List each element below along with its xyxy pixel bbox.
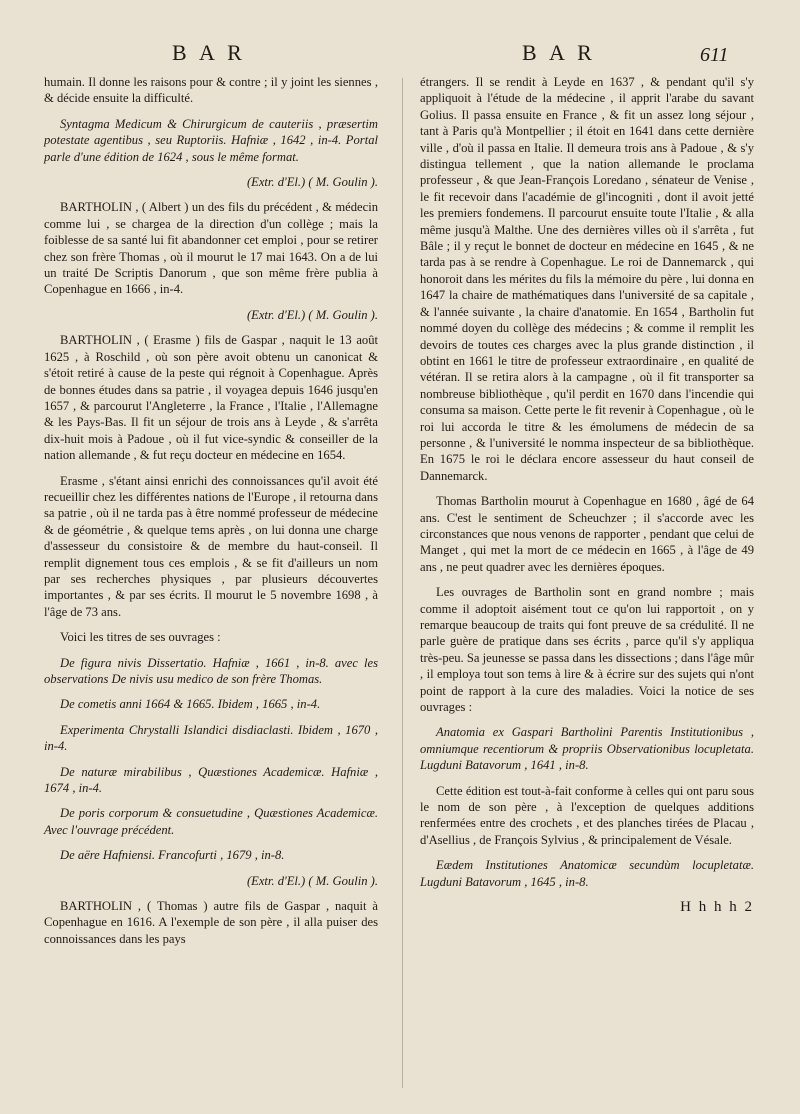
entry-erasme: BARTHOLIN , ( Erasme ) fils de Gaspar , naquit le 13 août 1625 , à Roschild , où son père avoit obtenu un canonicat & s'étoit retiré à cause de la peste qui régnoit à Copenhague. Après de bonnes études dans sa patrie , il voyagea depuis 1646 jusqu'en 1657 , & parcourut l'Angleterre , la France , l'Italie , l'Allemagne & les Pays-Bas. Il fit un séjour de trois ans à Leyde , & s'arrêta dix-huit mois à Padoue , où il fut vice-syndic & conseiller de la nation allemande , & fut reçu docteur en médecine en 1654. (44, 333, 378, 463)
paragraph: Thomas Bartholin mourut à Copenhague en 1680 , âgé de 64 ans. C'est le sentiment de Scheuchzer ; il s'accorde avec les circonstances que nous venons de rapporter , pendant que celui de Manget , qui met la mort de ce médecin en 1665 , à l'âge de 49 ans , ne peut quadrer avec les dernières époques. (420, 494, 754, 574)
paragraph: Cette édition est tout-à-fait conforme à celles qui ont paru sous le nom de son père , à l'exception de quelques additions renfermées entre des crochets , et des planches tirées de Placau , d'Asellius , de François Sylvius , & principalement de Vésale. (420, 783, 754, 847)
attribution: (Extr. d'El.) ( M. Goulin ). (246, 307, 378, 322)
left-column (44, 74, 378, 956)
paragraph: étrangers. Il se rendit à Leyde en 1637 , & pendant qu'il s'y appliquoit à l'étude de la médecine , il apprit l'arabe du savant Golius. Il passa ensuite en France , & fit un assez long séjour , tant à Paris qu'à Montpellier ; il étoit en 1641 dans cette dernière ville , d'où il passa en Italie. Il demeura trois ans à Padoue , & s'y distingua tellement , que la nation allemande le proclama professeur , & que Jean-François Loredano , sénateur de Venise , le fit recevoir dans l'académie de gl'incogniti , dont il avoit jetté les premiers fondemens. Il parcourut ensuite toute l'Italie , & alla même jusqu'à Malthe. Une des dernières villes où il s'arrêta , fut Bâle ; il y reçut le bonnet de docteur en médecine en 1645 , & ne tarda pas à se rendre à Copenhague. Le roi de Dannemarck , qui honoroit dans les mérites du fils la mémoire du père , lui donna en 1647 la chaire de mathématiques dans l'université de sa capitale , & l'année suivante , la chaire d'anatomie. En 1654 , Bartholin fut nommé doyen du collège des médecins ; & comme il remplit les devoirs de toutes ces charges avec la plus grande distinction , il obtint en 1661 le titre de professeur extraordinaire , en qualité de vétéran. Il se retira alors à la campagne , où il fit transporter sa nombreuse bibliothèque , qu'il perdit en 1670 dans l'incendie qui consuma sa maison. Cette perte le fit revenir à Copenhague , où le roi lui accorda le titre & les émolumens de médecin de sa personne , & l'université le nomma inspecteur de sa bibliothèque. En 1675 le roi le déclara encore assesseur du haut conseil de Dannemarck. (420, 75, 754, 483)
right-column (420, 74, 754, 916)
bibliography-entry: Experimenta Chrystalli Islandici disdiaclasti. Ibidem , 1670 , in-4. (44, 722, 378, 754)
attribution: (Extr. d'El.) ( M. Goulin ). (246, 873, 378, 888)
attribution: (Extr. d'El.) ( M. Goulin ). (246, 175, 378, 190)
bibliography-entry: Anatomia ex Gaspari Bartholini Parentis Institutionibus , omniumque recentiorum & propriis Observationibus locupletata. Lugduni Batavorum , 1641 , in-8. (420, 725, 754, 773)
bibliography-entry: De figura nivis Dissertatio. Hafniæ , 1661 , in-8. avec les observations De nivis usu medico de son frère Thomas. (44, 655, 378, 686)
running-head-right: B A R (522, 40, 596, 65)
bibliography-entry: De cometis anni 1664 & 1665. Ibidem , 1665 , in-4. (60, 697, 321, 712)
signature-mark: H h h h 2 (680, 899, 754, 916)
entry-thomas: BARTHOLIN , ( Thomas ) autre fils de Gaspar , naquit à Copenhague en 1616. A l'exemple de son père , il alla puiser des connoissances dans les pays (44, 899, 378, 946)
paragraph: Erasme , s'étant ainsi enrichi des connoissances qu'il avoit été recueillir chez les différentes nations de l'Europe , il retourna dans sa patrie , où il ne tarda pas à être nommé professeur de médecine & de géométrie , & quelque tems après , on lui donna une charge d'assesseur du consistoire & de membre du haut-conseil. Il remplit dignement tous ces emplois , & se fit d'ailleurs un nom par ses recherches physiques , par plusieurs découvertes importantes , & par ses écrits. Il mourut le 5 novembre 1698 , à l'âge de 73 ans. (44, 473, 378, 619)
bibliography-entry: Syntagma Medicum & Chirurgicum de cauteriis , præsertim potestate agentibus , seu Ruptoriis. Hafniæ , 1642 , in-4. Portal parle d'une édition de 1624 , sous le même format. (44, 116, 378, 164)
running-head-left: B A R (172, 40, 246, 65)
paragraph: Les ouvrages de Bartholin sont en grand nombre ; mais comme il adoptoit aisément tout ce qu'on lui rapportoit , on y remarque beaucoup de traits qui font preuve de sa crédulité. Il ne parle guère de pratique dans ses écrits , parce qu'il s'y appliqua très-peu. Sa jeunesse se passa dans les dissections ; dans l'âge mûr , il employa tout son tems à lire & à écrire sur des sujets qui n'ont point de rapport à la cure des maladies. Voici la notice de ses ouvrages : (420, 585, 754, 715)
bibliography-entry: Eædem Institutiones Anatomicæ secundùm locupletatæ. Lugduni Batavorum , 1645 , in-8. (420, 858, 754, 889)
bibliography-entry: De aëre Hafniensi. Francofurti , 1679 , in-8. (60, 848, 285, 863)
paragraph: Voici les titres de ses ouvrages : (60, 630, 221, 645)
bibliography-entry: De naturæ mirabilibus , Quæstiones Academicæ. Hafniæ , 1674 , in-4. (44, 764, 378, 796)
paragraph: humain. Il donne les raisons pour & contre ; il y joint les siennes , & décide ensuite la difficulté. (44, 75, 378, 106)
bibliography-entry: De poris corporum & consuetudine , Quæstiones Academicæ. Avec l'ouvrage précédent. (44, 806, 378, 837)
column-divider (402, 78, 403, 1088)
entry-albert: BARTHOLIN , ( Albert ) un des fils du précédent , & médecin comme lui , se chargea de la direction d'un collège ; mais la foiblesse de sa santé lui fit abandonner cet emploi , pour se retirer chez son frère Thomas , où il mourut le 17 mai 1643. On a de lui un traité De Scriptis Danorum , que son même frère publia à Copenhague en 1666 , in-4. (44, 200, 378, 297)
page-number: 611 (700, 44, 729, 66)
